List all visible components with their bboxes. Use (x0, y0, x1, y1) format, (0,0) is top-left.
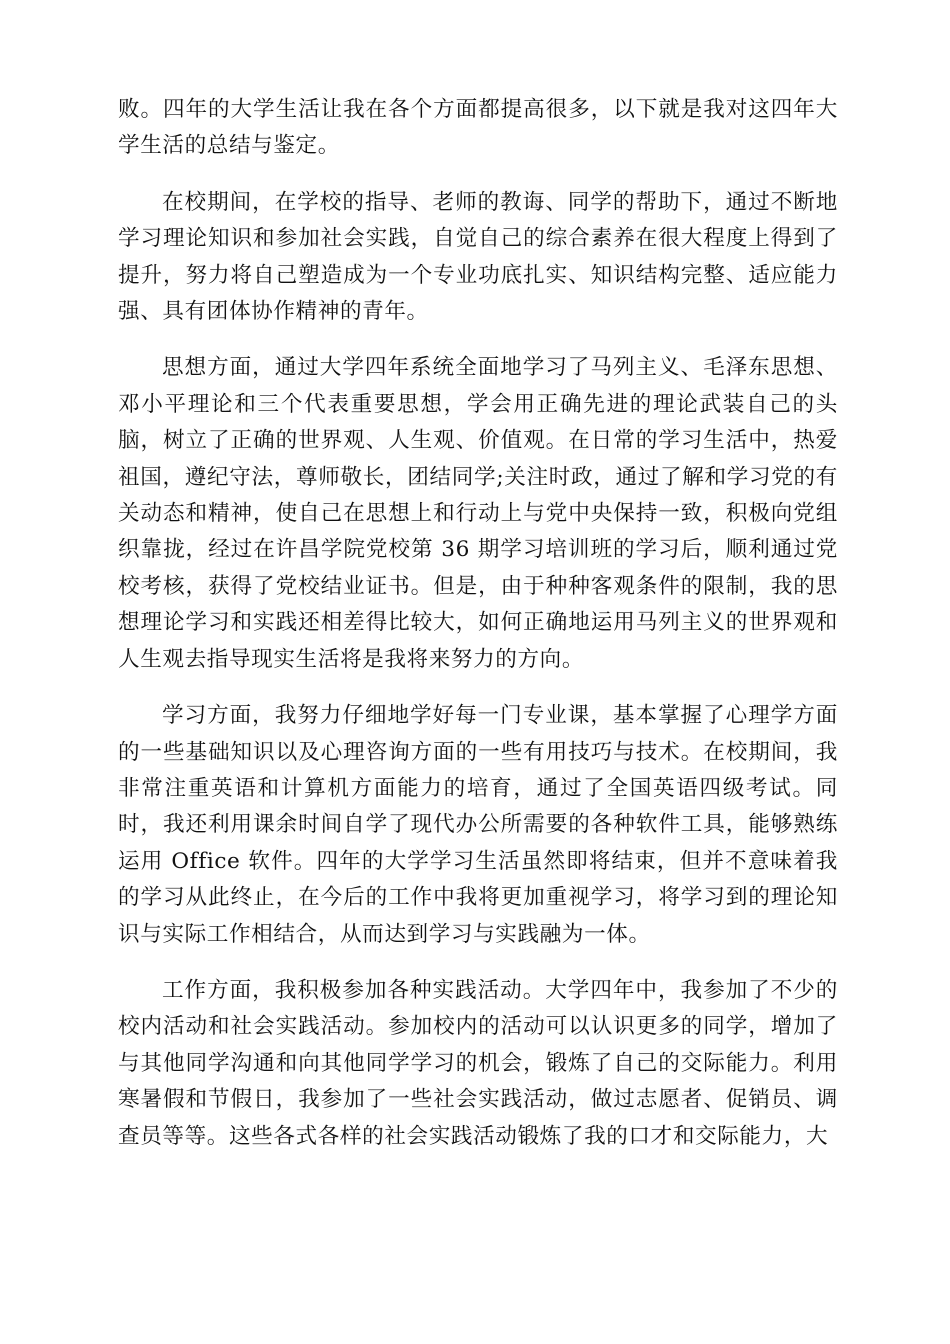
paragraph-summary-continuation: 败。四年的大学生活让我在各个方面都提高很多，以下就是我对这四年大学生活的总结与鉴定。 (118, 97, 838, 159)
document-body (118, 92, 838, 1175)
paragraph-school-period: 在校期间，在学校的指导、老师的教诲、同学的帮助下，通过不断地学习理论知识和参加社会实践，自觉自己的综合素养在很大程度上得到了提升，努力将自己塑造成为一个专业功底扎实、知识结构完整、适应能力强、具有团体协作精神的青年。 (118, 189, 838, 325)
paragraph-ideology: 思想方面，通过大学四年系统全面地学习了马列主义、毛泽东思想、邓小平理论和三个代表重要思想，学会用正确先进的理论武装自己的头脑，树立了正确的世界观、人生观、价值观。在日常的学习生活中，热爱祖国，遵纪守法，尊师敬长，团结同学;关注时政，通过了解和学习党的有关动态和精神，使自己在思想上和行动上与党中央保持一致，积极向党组织靠拢，经过在许昌学院党校第 36 期学习培训班的学习后，顺利通过党校考核，获得了党校结业证书。但是，由于种种客观条件的限制，我的思想理论学习和实践还相差得比较大，如何正确地运用马列主义的世界观和人生观去指导现实生活将是我将来努力的方向。 (118, 355, 838, 672)
paragraph-work: 工作方面，我积极参加各种实践活动。大学四年中，我参加了不少的校内活动和社会实践活动。参加校内的活动可以认识更多的同学，增加了与其他同学沟通和向其他同学学习的机会，锻炼了自己的交际能力。利用寒暑假和节假日，我参加了一些社会实践活动，做过志愿者、促销员、调查员等等。这些各式各样的社会实践活动锻炼了我的口才和交际能力，大 (118, 977, 838, 1149)
paragraph-study: 学习方面，我努力仔细地学好每一门专业课，基本掌握了心理学方面的一些基础知识以及心理咨询方面的一些有用技巧与技术。在校期间，我非常注重英语和计算机方面能力的培育，通过了全国英语四级考试。同时，我还利用课余时间自学了现代办公所需要的各种软件工具，能够熟练运用 Office 软件。四年的大学学习生活虽然即将结束，但并不意味着我的学习从此终止，在今后的工作中我将更加重视学习，将学习到的理论知识与实际工作相结合，从而达到学习与实践融为一体。 (118, 703, 838, 947)
